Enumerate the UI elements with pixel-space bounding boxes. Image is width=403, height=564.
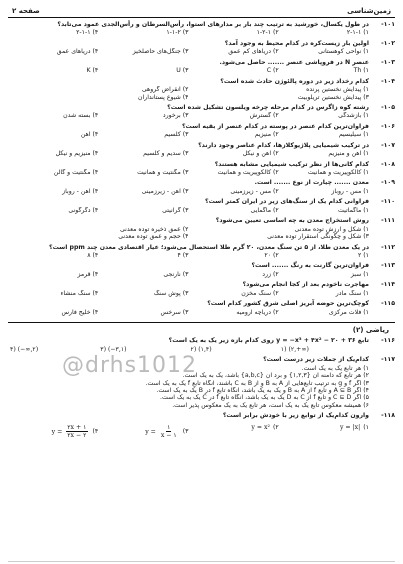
option-4[interactable]: ۴) آهن	[80, 131, 99, 139]
question-number: ۱۱۲-	[381, 243, 395, 251]
option-3[interactable]: ۳) اگر f و g به ترتیب تابع‌هایی از A به B و از B به C باشند، آنگاه تابع f یک به یک است.	[145, 379, 369, 387]
question-text: در طول یکسال، خورشید به ترتیب چند بار بر مدارهای استوا، رأس‌السرطان و رأس‌الجدی عمود می‌تابد؟	[57, 21, 369, 28]
option-4[interactable]: ۴) ۲-۱-۱	[76, 29, 99, 37]
option-5[interactable]: ۵) اگر C ⊆ D و تابع f از C به D یک به یک باشد، آنگاه تابع f در C یک به یک است.	[160, 394, 369, 402]
option-4[interactable]: ۴) (−∞,۲)	[10, 345, 39, 353]
option-3[interactable]: ۳) پوش سنگ	[153, 289, 189, 297]
option-4[interactable]: ۴) K	[86, 67, 99, 75]
option-3[interactable]: ۳) مگنتیت و همانیت	[137, 169, 189, 176]
option-4[interactable]: ۴) دگرگونی	[68, 206, 99, 214]
question-text: کدام‌یک از جملات زیر درست است؟	[263, 356, 369, 364]
question-text: تابع y = −x³ + ۴x² − ۲۰ + ۳۶ روی کدام بازه زیر یک به یک است؟	[168, 337, 369, 345]
question-text: در ترکیب شیمیایی پلاژیوکلازها، کدام عناصر وجود دارند؟	[198, 141, 369, 149]
question-115	[8, 300, 395, 316]
option-3[interactable]: ۳) شکل و چگونگی استقرار توده معدنی	[267, 233, 369, 241]
question-number: ۱۰۲-	[381, 39, 395, 47]
option-1[interactable]: ۱) بازشدگی	[338, 112, 369, 120]
question-text: کدام کانی‌ها از نظر ترکیب شیمیایی مشابه هستند؟	[214, 160, 369, 168]
option-1[interactable]: ۱) سیلیسیم	[338, 131, 369, 139]
option-6[interactable]: ۶) همیشه معکوس تابع یک به یک است، هر تابع یک به یک معکوس پذیر است.	[172, 401, 369, 409]
question-107	[8, 142, 395, 158]
option-4[interactable]: ۴) خلیج فارس	[61, 308, 99, 316]
option-1[interactable]: ۱) سنگ مادر	[335, 289, 369, 297]
question-text: کدام رخداد زیر در دوره پالئوژن حادث شده است؟	[220, 77, 369, 85]
option-2[interactable]: ۲) منیزیم	[254, 131, 279, 139]
option-4[interactable]: ۴) قرمز	[77, 270, 99, 278]
option-4[interactable]: ۴) y = $\frac{۲x + ۱}{۲x - ۲}$	[51, 423, 99, 440]
option-1[interactable]: ۱) پیدایش نخستین پرنده	[306, 86, 369, 94]
option-1[interactable]: ۱) کالکوپیریت و همانیت	[307, 169, 369, 176]
question-106	[8, 123, 395, 139]
option-4[interactable]: ۴) بسته شدن	[63, 112, 99, 120]
question-104	[8, 78, 395, 101]
option-2[interactable]: ۲) C	[266, 67, 279, 75]
option-1[interactable]: ۱) آهن و منیزیم	[328, 150, 369, 158]
option-1[interactable]: ۱) مس - روباز	[331, 187, 369, 195]
option-1[interactable]: ۱) نواحی کوهستانی	[318, 48, 369, 56]
option-3[interactable]: ۳) آهن - زیرزمینی	[141, 187, 189, 195]
question-number: ۱۰۸-	[381, 160, 395, 168]
question-116	[8, 337, 395, 353]
option-4[interactable]: ۴) اگر A ⊆ B و تابع f از A به B و یک به یک باشد، آنگاه تابع f در B یک به یک است.	[156, 387, 369, 395]
question-number: ۱۰۱-	[381, 21, 395, 28]
question-101	[8, 21, 395, 37]
option-1[interactable]: ۱) شکل و ارزش توده معدنی	[294, 225, 369, 233]
option-2[interactable]: ۲) سنگ مخزن	[241, 289, 279, 297]
question-number: ۱۰۷-	[381, 141, 395, 149]
question-number: ۱۰۵-	[381, 103, 395, 111]
question-number: ۱۱۵-	[381, 300, 395, 308]
question-number: ۱۱۱-	[381, 217, 395, 225]
option-3[interactable]: ۳) سرخس	[160, 308, 189, 316]
option-2[interactable]: ۲) دریاهای کم عمق	[228, 48, 279, 56]
option-1[interactable]: ۱) (۲,+∞)	[280, 345, 309, 353]
math-section-title: ریاضی (۲)	[8, 322, 395, 334]
option-4[interactable]: ۴) دریاهای عمق	[56, 48, 99, 56]
option-2[interactable]: ۲) آهن و نیکل	[242, 150, 279, 158]
option-3[interactable]: ۳) ۴	[177, 251, 189, 259]
question-number: ۱۰۹-	[381, 179, 395, 187]
question-number: ۱۰۳-	[381, 58, 395, 66]
option-2[interactable]: ۲) دریاچه ارومیه	[236, 308, 279, 316]
question-number: ۱۱۸-	[381, 412, 395, 420]
option-2[interactable]: ۲) مس - زیرزمینی	[230, 187, 279, 195]
option-2[interactable]: ۲) (۱,۴)	[190, 345, 212, 353]
question-number: ۱۱۷-	[381, 356, 395, 364]
question-102	[8, 40, 395, 56]
geology-questions	[8, 21, 395, 316]
option-1[interactable]: ۱) y = |x|	[339, 423, 369, 431]
option-3[interactable]: ۳) جنگل‌های حاصلخیز	[132, 48, 189, 56]
option-3[interactable]: ۳) ۱-۱-۲	[166, 29, 189, 37]
question-number: ۱۱۰-	[381, 198, 395, 206]
question-114	[8, 281, 395, 297]
question-text: در یک معدن طلا، از ۵ تن سنگ معدن، ۲۰ گرم طلا استحصال می‌شود؛ عیار اقتصادی معدن چند ppm است؟	[49, 243, 369, 251]
option-3[interactable]: ۳) y = $\frac{۱}{x - ۱}$	[145, 423, 189, 440]
option-4[interactable]: ۴) مگنتیت و گالن	[53, 169, 99, 176]
option-2[interactable]: ۲) y = x²	[251, 423, 279, 431]
page-header	[8, 4, 395, 18]
question-text: رشته کوه زاگرس در کدام مرحله چرخه ویلسون تشکیل شده است؟	[167, 103, 369, 111]
question-number: ۱۱۶-	[381, 337, 395, 345]
option-3[interactable]: ۳) کلسیم	[164, 131, 189, 139]
question-text: وارون کدام‌یک از توابع زیر با خودش برابر است؟	[222, 412, 369, 420]
question-number: ۱۰۴-	[381, 77, 395, 85]
option-3[interactable]: ۳) پیدایش نخستین تریلوبیت	[297, 93, 369, 101]
question-113	[8, 262, 395, 278]
option-4[interactable]: ۴) سنگ منشاء	[60, 289, 99, 297]
question-111	[8, 217, 395, 240]
option-2[interactable]: ۲) گسترش	[249, 112, 279, 120]
option-2[interactable]: ۲) ۲۰	[264, 251, 279, 259]
option-4[interactable]: ۴) منیزیم و نیکل	[55, 150, 99, 158]
option-1[interactable]: ۱) سبز	[350, 270, 369, 278]
option-3[interactable]: ۳) برخورد	[162, 112, 189, 120]
option-4[interactable]: ۴) حجم و عمق توده معدنی	[118, 233, 189, 241]
option-1[interactable]: ۱) ۲-۱-۱	[346, 29, 369, 37]
question-text: مهاجرت ناخودم بعد از کجا انجام می‌شود؟	[242, 281, 369, 289]
option-1[interactable]: ۱) Th	[353, 67, 369, 75]
option-2[interactable]: ۲) هر تابع که دامنه آن {۱,۲,۳} و برد آن {a,b,c} باشد، یک به یک است.	[182, 372, 369, 380]
option-3[interactable]: ۳) U	[176, 67, 189, 75]
option-1[interactable]: ۱) فلات مرکزی	[328, 308, 369, 316]
option-1[interactable]: ۱) ماگماتیت	[338, 206, 369, 214]
option-2[interactable]: ۲) زرد	[262, 270, 279, 278]
footer-divider	[8, 561, 395, 562]
question-text: فراوانی کدام یک از سنگ‌های زیر در ایران کمتر است؟	[205, 198, 369, 206]
question-103	[8, 59, 395, 75]
option-2[interactable]: ۲) کالکوپیریت و همانیت	[217, 169, 279, 176]
page-number: صفحه ۲	[12, 6, 40, 15]
option-4[interactable]: ۴) ۸	[87, 251, 99, 259]
question-text: روش استخراج معدن به چه اساسی تعیین می‌شود؟	[215, 217, 369, 225]
question-118	[8, 412, 395, 439]
option-1[interactable]: ۱) هر تابع یک به یک است.	[301, 364, 369, 372]
question-number: ۱۱۳-	[381, 262, 395, 270]
option-2[interactable]: ۲) انقراض گروهی	[141, 86, 189, 94]
question-112	[8, 244, 395, 260]
question-text: فراوان‌ترین کدام عنصر در پوسته در کدام عنصر از بقیه است؟	[181, 122, 369, 130]
question-number: ۱۰۶-	[381, 122, 395, 130]
option-2[interactable]: ۲) ۱-۲-۱	[256, 29, 279, 37]
subject-title: زمین‌شناسی	[347, 6, 391, 15]
question-text: کوچک‌ترین حوضه آبریز اصلی شرق کشور کدام است؟	[207, 300, 369, 308]
option-4[interactable]: ۴) شیوع پستانداران	[137, 93, 189, 101]
question-text: عنصر N در فروپاشی عنصر ....... حاصل می‌شود.	[219, 58, 369, 66]
option-2[interactable]: ۲) عمق ذخیره توده معدنی	[120, 225, 189, 233]
question-109	[8, 179, 395, 195]
question-110	[8, 198, 395, 214]
question-text: فراوان‌ترین گارنت به رنگ ....... است؟	[251, 262, 369, 270]
option-4[interactable]: ۴) آهن - روباز	[62, 187, 99, 195]
question-text: معدن ....... چیارت از نوع ....... است.	[254, 179, 369, 187]
question-108	[8, 161, 395, 177]
option-1[interactable]: ۱) ۲	[357, 251, 369, 259]
question-105	[8, 104, 395, 120]
option-2[interactable]: ۲) ماگمایی	[250, 206, 279, 214]
option-3[interactable]: ۳) گرانیتی	[162, 206, 189, 214]
option-3[interactable]: ۳) سدیم و کلسیم	[143, 150, 189, 158]
option-3[interactable]: ۳) (−۳,۱)	[100, 345, 127, 353]
watermark-text: @drhs1012	[62, 353, 198, 378]
question-number: ۱۱۴-	[381, 281, 395, 289]
option-3[interactable]: ۳) نارنجی	[163, 270, 189, 278]
question-text: اولین بار زیست‌کره در کدام محیط به وجود آمد؟	[224, 39, 369, 47]
